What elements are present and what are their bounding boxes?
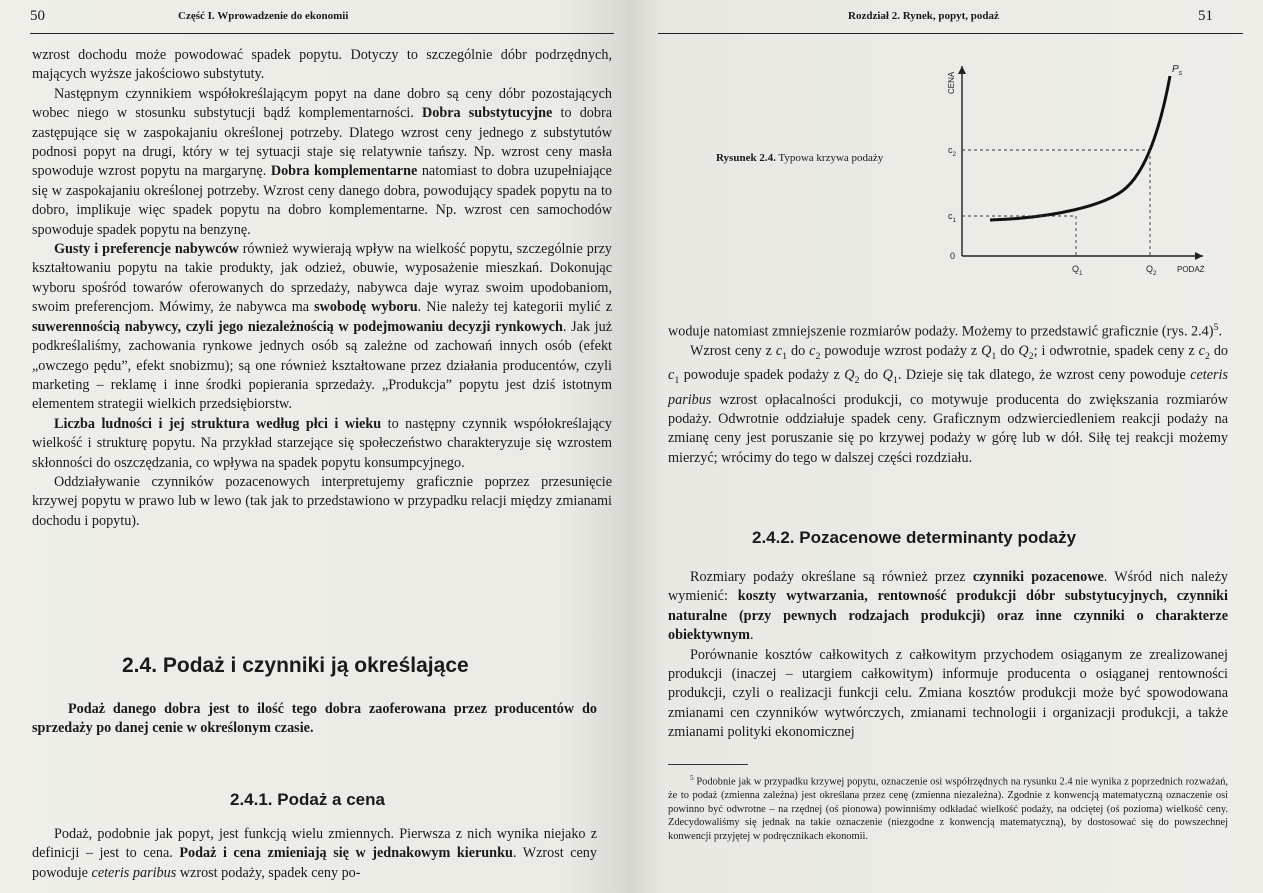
- text-run: również wywierają wpływ na wielkość popytu, szczególnie przy kształtowaniu popytu na takie produkty, jak odzież, obuwie, wyposażenie mieszkań. Dokonując wyboru spośród towarów oferowanych do sprzedaży, nabywca daje wyraz swoim upodobaniom, swoim preferencjom. Mówimy, że nabywca ma: [32, 241, 613, 316]
- text-run: Q: [882, 367, 893, 384]
- text-run: Podaż i cena zmieniają się w jednakowym kierunku: [179, 845, 513, 862]
- text-run: Q: [981, 343, 992, 360]
- text-run: czynniki pozacenowe: [972, 569, 1104, 585]
- text-run: 2: [1028, 350, 1034, 362]
- supply-curve: [990, 76, 1170, 220]
- text-run: 5: [1213, 322, 1219, 333]
- paragraph: [668, 342, 1228, 468]
- x-tick-q2: $Q_2$: [1146, 264, 1157, 277]
- x-tick-q1: $Q_1$: [1072, 264, 1083, 277]
- figure-caption-label: Rysunek 2.4.: [716, 152, 776, 164]
- running-head: Rozdział 2. Rynek, popyt, podaż: [848, 10, 999, 22]
- subsection-heading-2: 2.4.2. Pozacenowe determinanty podaży: [752, 528, 1077, 547]
- definition-text: Podaż danego dobra jest to ilość tego dobra zaoferowana przez producentów do sprzedaży po danej cenie w określonym czasie.: [32, 701, 597, 737]
- paragraph: [32, 473, 612, 531]
- paragraph: [668, 568, 1228, 646]
- text-run: to następny czynnik współokreślający wielkość i strukturę popytu. Na przykład starzejące się społeczeństwo charakteryzuje się wzrostem skłonności do oszczędzania, co wpływa na spadek popytu konsumpcyjnego.: [32, 415, 613, 471]
- text-run: . Nie należy tej kategorii mylić z: [417, 299, 613, 316]
- y-tick-c2: $c_2$: [948, 145, 957, 158]
- text-run: 1: [782, 350, 788, 362]
- origin-label: 0: [950, 251, 956, 261]
- text-run: Dobra substytucyjne: [422, 105, 553, 122]
- paragraph: [32, 825, 597, 883]
- subsection-heading: 2.4.1. Podaż a cena: [230, 790, 385, 809]
- section-heading: 2.4. Podaż i czynniki ją określające: [122, 654, 469, 677]
- figure-caption: [716, 152, 883, 164]
- text-run: c: [1198, 343, 1205, 360]
- text-run: Oddziaływanie czynników pozacenowych interpretujemy graficznie poprzez przesunięcie krzywej popytu w prawo lub w lewo (tak jak to przedstawiono w przypadku relacji między zmianami dochodu i popytu).: [32, 473, 612, 529]
- page-number: 50: [30, 8, 45, 24]
- paragraph: [32, 415, 612, 473]
- right-body-text-2: [668, 568, 1228, 743]
- left-page: [0, 0, 628, 893]
- text-run: 1: [674, 375, 680, 387]
- x-axis-label: PODAŻ: [1177, 265, 1205, 274]
- text-run: powoduje spadek podaży z: [679, 367, 845, 384]
- figure-caption-text: Typowa krzywa podaży: [778, 152, 884, 164]
- text-run: 2: [1204, 350, 1210, 362]
- page-number: 51: [1198, 8, 1213, 24]
- text-run: Porównanie kosztów całkowitych z całkowitym przychodem osiąganym ze zrealizowanej produkcji (inaczej – utargiem całkowitym) informuje producenta o osiąganej rentowności produkcji, czyli o realizacji funkcji celu. Zmiana kosztów produkcji może być spowodowana zmianami cen czynników wytwórczych, zmianami technologii i organizacji produkcji, a także zmianami polityki ekonomicznej: [668, 646, 1228, 741]
- text-run: do: [996, 343, 1019, 360]
- header-rule: [658, 33, 1243, 34]
- right-body-text: [668, 318, 1228, 468]
- text-run: wzrost dochodu może powodować spadek popytu. Dotyczy to szczególnie dóbr podrzędnych, mających wyższe jakościowo substytuty.: [32, 47, 612, 83]
- paragraph: [668, 646, 1228, 743]
- text-run: c: [809, 343, 816, 360]
- text-run: Następnym czynnikiem współokreślającym popyt na dane dobro są ceny dóbr pozostających wobec niego w stosunku substytucji bądź komplementarności.: [32, 85, 612, 122]
- text-run: . Dzieje się tak dlatego, że wzrost ceny powoduje: [897, 367, 1191, 384]
- footnote: [668, 772, 1228, 843]
- text-run: Q: [844, 367, 855, 384]
- text-run: Podaż, podobnie jak popyt, jest funkcją wielu zmiennych. Pierwsza z nich wynika niejako z definicji – jest to cena.: [32, 826, 597, 862]
- text-run: 5: [690, 774, 694, 782]
- y-axis-label: CENA: [947, 71, 956, 94]
- text-run: Podobnie jak w przypadku krzywej popytu, oznaczenie osi współrzędnych na rysunku 2.4 nie wynika z poprzednich rozważań, że to podaż (zmienna zależna) jest określana przez cenę (zmienna niezależna). Zgodnie z konwencją matematyczną oznaczenie osi powinno być odwrotne – na rzędnej (oś pionowa) powinniśmy odkładać wielkość podaży, na odciętej (oś pozioma) wielkość ceny. Zdecydowaliśmy się jednak na takie oznaczenie (niezgodne z konwencją matematyczną), by dostosować się do powszechnej konwencji przyjętej w podręcznikach ekonomii.: [668, 776, 1228, 842]
- text-run: Q: [1018, 343, 1029, 360]
- text-run: 1: [892, 375, 898, 387]
- text-run: Liczba ludności i jej struktura według płci i wieku: [54, 415, 382, 432]
- footnote-rule: [668, 764, 748, 765]
- supply-curve-chart: [928, 48, 1233, 288]
- text-run: woduje natomiast zmniejszenie rozmiarów podaży. Możemy to przedstawić graficznie (rys. 2.4): [668, 323, 1214, 340]
- paragraph: [32, 46, 612, 85]
- running-head: Część I. Wprowadzenie do ekonomii: [178, 10, 349, 22]
- y-tick-c1: $c_1$: [948, 211, 957, 224]
- text-run: c: [668, 367, 675, 384]
- text-run: Rozmiary podaży określane są również przez: [690, 569, 973, 585]
- text-run: natomiast to dobra uzupełniające się w zaspokajaniu określonej potrzeby. Wzrost ceny danego dobra, powodujący spadek popytu na to dobro, implikuje więc spadek popytu na dobro komplementarne. Np. wzrost cen samochodów spowoduje spadek popytu na benzynę.: [32, 163, 612, 238]
- text-run: 1: [991, 350, 997, 362]
- text-run: suwerennością nabywcy, czyli jego niezależnością w podejmowaniu decyzji rynkowych: [32, 318, 563, 335]
- paragraph: [668, 318, 1228, 342]
- y-axis-arrow: [958, 66, 966, 74]
- text-run: do: [1209, 343, 1229, 360]
- text-run: Wzrost ceny z: [690, 343, 776, 360]
- text-run: wzrost podaży, spadek ceny po-: [176, 864, 361, 881]
- text-run: . Wśród nich należy wymienić:: [668, 569, 1228, 605]
- right-page: [628, 0, 1263, 893]
- text-run: Gusty i preferencje nabywców: [54, 241, 239, 258]
- text-run: powoduje wzrost podaży z: [820, 343, 982, 360]
- text-run: c: [775, 343, 783, 360]
- curve-label: $P_s$: [1172, 64, 1183, 77]
- text-run: . Jak już podkreślaliśmy, zachowania rynkowe jednych osób są zależne od zachowań innych osób (efekt „owczego pędu”, efekt snobizmu); są one również kształtowane przez działania producentów, czyli marketing – reklamę i inne środki popierania sprzedaży. „Produkcja” popytu jest dziś istotnym elementem strategii wielkich przedsiębiorstw.: [32, 318, 613, 413]
- text-run: 2: [815, 350, 821, 362]
- x-axis-arrow: [1195, 252, 1203, 260]
- paragraph: [32, 240, 612, 415]
- text-run: koszty wytwarzania, rentowność produkcji dóbr substytucyjnych, czynniki naturalne (przy pewnych rodzajach produkcji) oraz inne czynniki o charakterze obiektywnym: [668, 588, 1228, 644]
- bottom-paragraph: [32, 825, 597, 883]
- text-run: . Wzrost ceny powoduje: [32, 845, 597, 881]
- text-run: swobodę wyboru: [314, 299, 418, 316]
- text-run: ceteris paribus: [668, 367, 1229, 408]
- text-run: ceteris paribus: [91, 864, 177, 881]
- paragraph: [32, 85, 612, 240]
- text-run: 2: [854, 375, 860, 387]
- text-run: .: [1218, 323, 1223, 340]
- text-run: do: [787, 343, 810, 360]
- text-run: to dobra zastępujące się w zaspokajaniu określonej potrzeby. Dlatego wzrost ceny jednego z substytutów podnosi popyt na drugi, który w tej sytuacji staje się relatywnie tańszy. Np. wzrost ceny masła spowoduje wzrost popytu na margarynę.: [32, 105, 613, 180]
- text-run: wzrost opłacalności produkcji, co motywuje producenta do zwiększania rozmiarów podaży. Odwrotnie oddziałuje spadek ceny. Graficznym odzwierciedleniem reakcji podaży na zmianę ceny jest poruszanie się po krzywej podaży w górę lub w dół. Siłę tej reakcji możemy mierzyć; wrócimy do tego w dalszej części rozdziału.: [668, 391, 1228, 466]
- text-run: Dobra komplementarne: [270, 163, 418, 180]
- text-run: do: [859, 367, 883, 384]
- header-rule: [30, 33, 614, 34]
- text-run: ; i odwrotnie, spadek ceny z: [1033, 343, 1199, 360]
- text-run: .: [749, 627, 754, 644]
- left-body-text: [32, 46, 612, 531]
